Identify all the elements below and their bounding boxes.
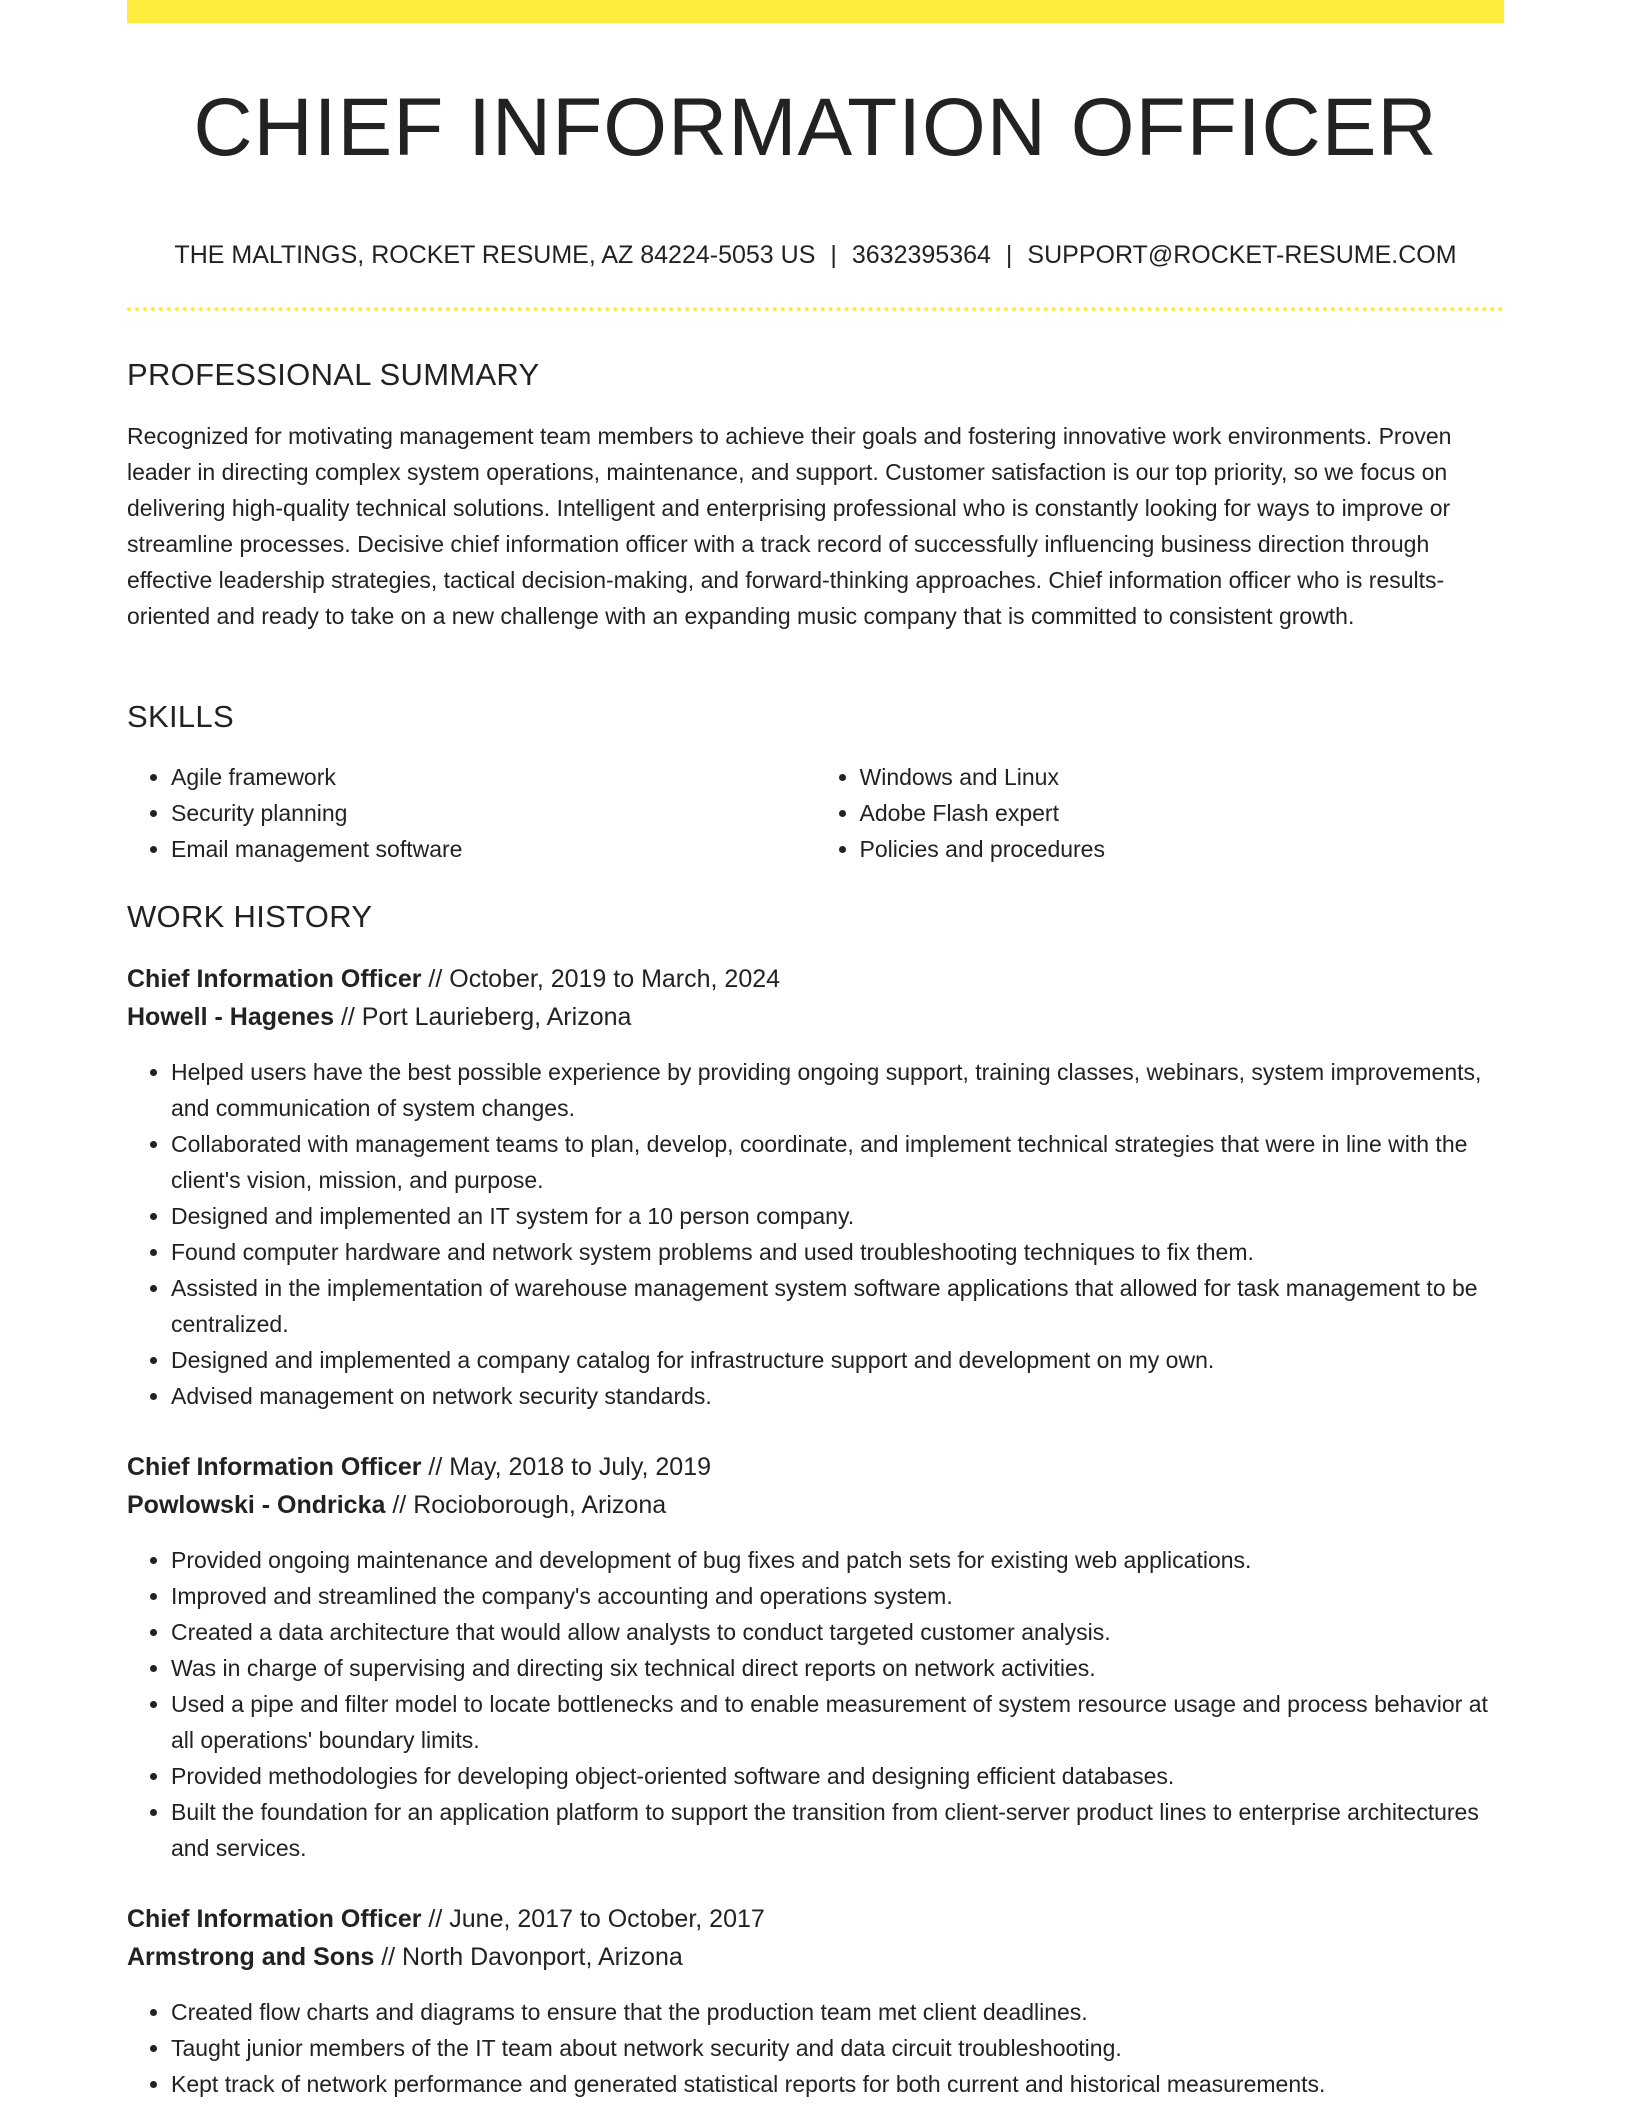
- skill-item: • Adobe Flash expert: [860, 795, 1505, 831]
- job-bullet: • Designed and implemented an IT system for a 10 person company.: [171, 1198, 1504, 1234]
- job-title-line: [127, 960, 1504, 998]
- skills-heading: SKILLS: [127, 699, 234, 734]
- contact-separator: |: [830, 241, 837, 269]
- job-company-line: [127, 1486, 1504, 1524]
- job-dates: May, 2018 to July, 2019: [449, 1453, 711, 1481]
- job-bullet: • Assisted in the implementation of warehouse management system software applications that allowed for task management to be centralized.: [171, 1270, 1504, 1342]
- job-location: Port Laurieberg, Arizona: [361, 1003, 632, 1031]
- job-company: Powlowski - Ondricka: [127, 1491, 386, 1519]
- job-bullet: • Used a pipe and filter model to locate bottlenecks and to enable measurement of system resource usage and process behavior at all operations' boundary limits.: [171, 1686, 1504, 1758]
- skills-list: [127, 759, 1504, 867]
- contact-address: THE MALTINGS, ROCKET RESUME, AZ 84224-5053 US: [174, 241, 816, 269]
- job-dates: June, 2017 to October, 2017: [449, 1905, 765, 1933]
- skill-item: • Agile framework: [171, 759, 816, 795]
- job-bullet: • Improved and streamlined the company's accounting and operations system.: [171, 1578, 1504, 1614]
- contact-email: SUPPORT@ROCKET-RESUME.COM: [1027, 241, 1457, 269]
- job-bullet: • Created flow charts and diagrams to ensure that the production team met client deadlines.: [171, 1994, 1504, 2030]
- skills-column-right: [816, 759, 1505, 867]
- skill-item: • Windows and Linux: [860, 759, 1505, 795]
- job-entry: [127, 960, 1504, 1414]
- summary-text: Recognized for motivating management team members to achieve their goals and fostering innovative work environments. Proven leader in directing complex system operations, maintenance, and support. Customer satisfaction is our top priority, so we focus on delivering high-quality technical solutions. Intelligent and enterprising professional who is constantly looking for ways to improve or streamline processes. Decisive chief information officer with a track record of successfully influencing business direction through effective leadership strategies, tactical decision-making, and forward-thinking approaches. Chief information officer who is results-oriented and ready to take on a new challenge with an expanding music company that is committed to consistent growth.: [127, 423, 1452, 629]
- job-title: Chief Information Officer: [127, 1453, 422, 1481]
- job-bullet: • Provided ongoing maintenance and development of bug fixes and patch sets for existing web applications.: [171, 1542, 1504, 1578]
- job-bullet: • Taught junior members of the IT team about network security and data circuit troubleshooting.: [171, 2030, 1504, 2066]
- job-bullet: • Collaborated with management teams to plan, develop, coordinate, and implement technical strategies that were in line with the client's vision, mission, and purpose.: [171, 1126, 1504, 1198]
- job-separator: //: [385, 1491, 414, 1519]
- job-company: Armstrong and Sons: [127, 1943, 375, 1971]
- summary-heading: PROFESSIONAL SUMMARY: [127, 357, 540, 392]
- skill-item: • Security planning: [171, 795, 816, 831]
- job-separator: //: [421, 1905, 450, 1933]
- job-title: Chief Information Officer: [127, 1905, 422, 1933]
- skill-item: • Policies and procedures: [860, 831, 1505, 867]
- job-dates: October, 2019 to March, 2024: [449, 965, 781, 993]
- job-separator: //: [421, 1453, 450, 1481]
- job-bullet: • Designed and implemented a company catalog for infrastructure support and development on my own.: [171, 1342, 1504, 1378]
- work-history-heading: WORK HISTORY: [127, 899, 373, 934]
- job-location: North Davonport, Arizona: [402, 1943, 683, 1971]
- job-bullet: • Found computer hardware and network system problems and used troubleshooting techniques to fix them.: [171, 1234, 1504, 1270]
- job-title: Chief Information Officer: [127, 965, 422, 993]
- job-bullets: [127, 1994, 1504, 2102]
- job-title-line: [127, 1900, 1504, 1938]
- job-bullet: • Advised management on network security standards.: [171, 1378, 1504, 1414]
- contact-separator: |: [1005, 241, 1013, 269]
- job-bullets: [127, 1054, 1504, 1414]
- job-bullets: [127, 1542, 1504, 1866]
- job-bullet: • Was in charge of supervising and directing six technical direct reports on network activities.: [171, 1650, 1504, 1686]
- job-separator: //: [421, 965, 450, 993]
- job-entry: [127, 1900, 1504, 2102]
- job-company-line: [127, 1938, 1504, 1976]
- skill-item: • Email management software: [171, 831, 816, 867]
- resume-title: CHIEF INFORMATION OFFICER: [193, 82, 1438, 173]
- contact-line: [127, 238, 1504, 272]
- job-bullet: • Created a data architecture that would allow analysts to conduct targeted customer analysis.: [171, 1614, 1504, 1650]
- job-company: Howell - Hagenes: [127, 1003, 334, 1031]
- job-location: Rocioborough, Arizona: [413, 1491, 667, 1519]
- job-bullet: • Kept track of network performance and generated statistical reports for both current and historical measurements.: [171, 2066, 1504, 2102]
- job-company-line: [127, 998, 1504, 1036]
- job-separator: //: [374, 1943, 403, 1971]
- top-accent-bar: [127, 0, 1504, 23]
- job-bullet: • Provided methodologies for developing object-oriented software and designing efficient databases.: [171, 1758, 1504, 1794]
- job-entry: [127, 1448, 1504, 1866]
- job-separator: //: [334, 1003, 362, 1031]
- header-divider: [127, 307, 1504, 311]
- job-bullet: • Helped users have the best possible experience by providing ongoing support, training classes, webinars, system improvements, and communication of system changes.: [171, 1054, 1504, 1126]
- job-title-line: [127, 1448, 1504, 1486]
- skills-column-left: [127, 759, 816, 867]
- job-bullet: • Built the foundation for an application platform to support the transition from client-server product lines to enterprise architectures and services.: [171, 1794, 1504, 1866]
- contact-phone: 3632395364: [851, 241, 991, 269]
